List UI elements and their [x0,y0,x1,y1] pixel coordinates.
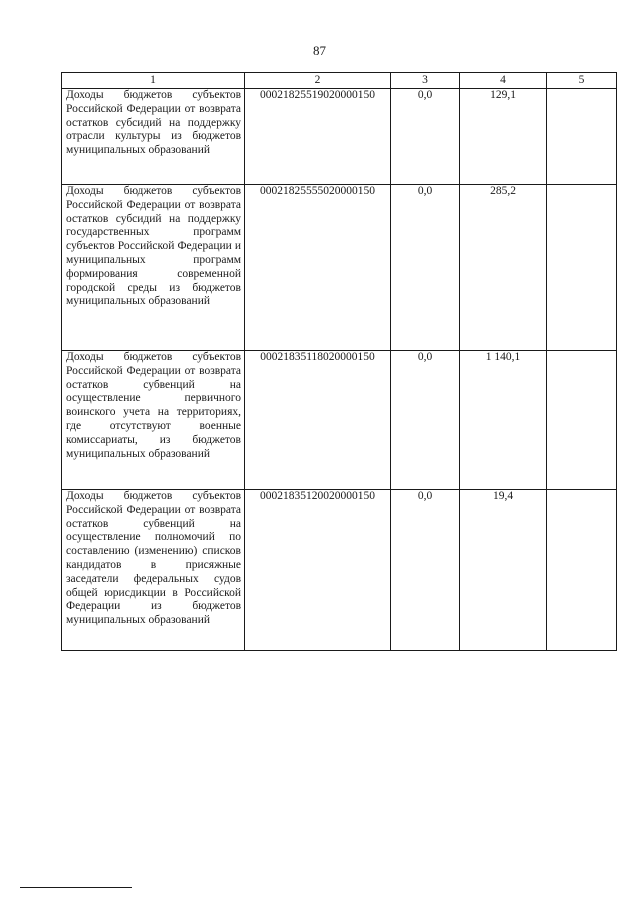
table-row [62,490,617,651]
revenue-code-cell: 00021835118020000150 [245,351,391,490]
column-header-3: 3 [391,73,460,89]
revenue-name-cell: Доходы бюджетов субъектов Российской Федерации от возврата остатков субвенций на осуществление полномочий по составлению (изменению) списков кандидатов в присяжные заседатели федеральных судов общей юрисдикции в Российской Федерации из бюджетов муниципальных образований [62,490,245,651]
column-5-value-cell [547,89,617,185]
budget-revenue-table [61,72,617,651]
column-header-2: 2 [245,73,391,89]
column-4-value-cell: 19,4 [460,490,547,651]
footnote-separator-line [20,887,132,888]
column-3-value-cell: 0,0 [391,89,460,185]
revenue-code-cell: 00021835120020000150 [245,490,391,651]
page-number: 87 [313,43,326,58]
column-header-4: 4 [460,73,547,89]
column-3-value-cell: 0,0 [391,185,460,351]
revenue-code-cell: 00021825555020000150 [245,185,391,351]
table-row [62,185,617,351]
column-5-value-cell [547,185,617,351]
column-header-5: 5 [547,73,617,89]
column-3-value-cell: 0,0 [391,351,460,490]
column-5-value-cell [547,351,617,490]
column-4-value-cell: 285,2 [460,185,547,351]
revenue-code-cell: 00021825519020000150 [245,89,391,185]
table-row [62,89,617,185]
table-header-row [62,73,617,89]
column-3-value-cell: 0,0 [391,490,460,651]
column-4-value-cell: 129,1 [460,89,547,185]
revenue-name-cell: Доходы бюджетов субъектов Российской Федерации от возврата остатков субсидий на поддержку государственных программ субъектов Российской Федерации и муниципальных программ формирования современной городской среды из бюджетов муниципальных образований [62,185,245,351]
revenue-name-cell: Доходы бюджетов субъектов Российской Федерации от возврата остатков субвенций на осуществление первичного воинского учета на территориях, где отсутствуют военные комиссариаты, из бюджетов муниципальных образований [62,351,245,490]
column-header-1: 1 [62,73,245,89]
revenue-name-cell: Доходы бюджетов субъектов Российской Федерации от возврата остатков субсидий на поддержку отрасли культуры из бюджетов муниципальных образований [62,89,245,185]
column-5-value-cell [547,490,617,651]
table-row [62,351,617,490]
column-4-value-cell: 1 140,1 [460,351,547,490]
